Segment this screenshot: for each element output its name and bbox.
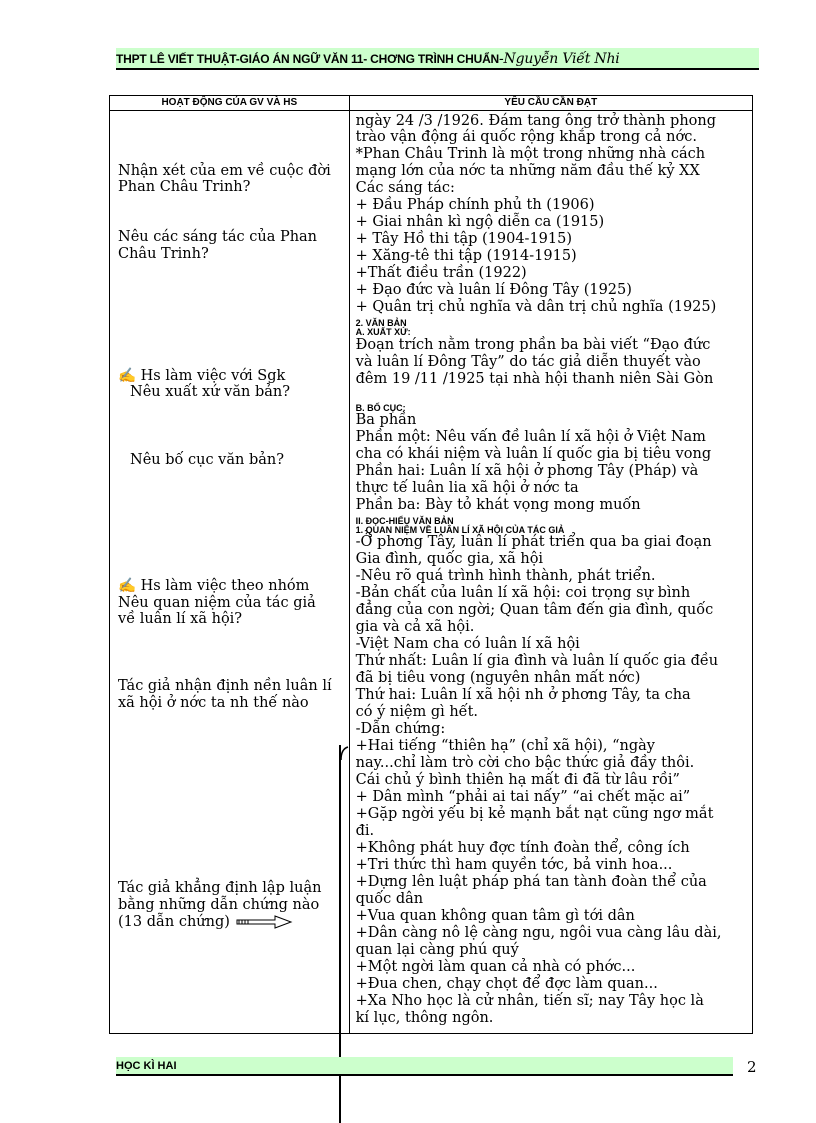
- question-text: Tác giả nhận định nền luân lí: [118, 678, 332, 694]
- content-line: +Không phát huy đợc tính đoàn thể, công ích: [355, 840, 690, 856]
- question-text: bằng những dẫn chứng nào: [118, 897, 320, 913]
- content-line: +Dựng lên luật pháp phá tan tành đoàn thể của: [355, 874, 707, 890]
- content-line: -Việt Nam cha có luân lí xã hội: [355, 636, 580, 652]
- section-heading: 1. QUAN NIỆM VỀ LUÂN LÍ XÃ HỘI CỦA TÁC GIẢ: [355, 525, 565, 535]
- question-text: xã hội ở nớc ta nh thế nào: [118, 695, 309, 711]
- content-line: Thứ hai: Luân lí xã hội nh ở phơng Tây, ta cha: [355, 687, 691, 703]
- content-line: +Đua chen, chạy chọt để đợc làm quan...: [355, 976, 658, 992]
- content-line: + Đạo đức và luân lí Đông Tây (1925): [355, 282, 632, 298]
- content-line: Các sáng tác:: [355, 180, 455, 196]
- question-text: Nêu quan niệm của tác giả: [118, 595, 316, 611]
- content-line: +Dân càng nô lệ càng ngu, ngôi vua càng lâu dài,: [355, 925, 722, 941]
- content-line: +Tri thức thì ham quyền tớc, bả vinh hoa...: [355, 857, 673, 873]
- content-line: + Quân trị chủ nghĩa và dân trị chủ nghĩa (1925): [355, 299, 717, 315]
- content-line: Đoạn trích nằm trong phần ba bài viết “Đạo đức: [355, 337, 711, 353]
- content-line: Phần một: Nêu vấn đề luân lí xã hội ở Việt Nam: [355, 429, 706, 445]
- content-line: ngày 24 /3 /1926. Đám tang ông trở thành phong: [355, 113, 717, 129]
- content-line: đã bị tiêu vong (nguyên nhân mất nớc): [355, 670, 641, 686]
- question-text: Nêu xuất xứ văn bản?: [130, 384, 291, 400]
- footer-label: HỌC KÌ HAI: [116, 1060, 177, 1072]
- content-line: + Giai nhân kì ngộ diễn ca (1915): [355, 214, 605, 230]
- content-line: Phần hai: Luân lí xã hội ở phơng Tây (Pháp) và: [355, 463, 699, 479]
- question-text: Nêu các sáng tác của Phan: [118, 229, 318, 245]
- content-line: nay...chỉ làm trò cời cho bậc thức giả đầy thôi.: [355, 755, 695, 771]
- question-text: Phan Châu Trinh?: [118, 179, 251, 195]
- lesson-table: [109, 95, 753, 1034]
- question-text: [118, 914, 293, 931]
- content-line: Gia đình, quốc gia, xã hội: [355, 551, 544, 567]
- content-line: quốc dân: [355, 891, 424, 907]
- content-line: -Nêu rõ quá trình hình thành, phát triển.: [355, 568, 656, 584]
- section-heading: II. ĐỌC-HIỂU VĂN BẢN: [355, 516, 454, 526]
- content-line: +Vua quan không quan tâm gì tới dân: [355, 908, 635, 924]
- content-line: mạng lớn của nớc ta những năm đầu thế kỷ XX: [355, 163, 700, 179]
- content-line: Thứ nhất: Luân lí gia đình và luân lí quốc gia đều: [355, 653, 719, 669]
- header-title: [116, 51, 620, 67]
- header-school: THPT LÊ VIẾT THUẬT-GIÁO ÁN NGỮ VĂN 11- CHƠNG TRÌNH CHUẨN: [116, 52, 500, 66]
- question-text: Châu Trinh?: [118, 246, 209, 262]
- content-line: +Xa Nho học là cử nhân, tiến sĩ; nay Tây học là: [355, 993, 704, 1009]
- content-line: Ba phần: [355, 412, 417, 428]
- question-text: về luân lí xã hội?: [118, 611, 243, 627]
- content-line: quan lại càng phú quý: [355, 942, 519, 958]
- question-text: Nhận xét của em về cuộc đời: [118, 163, 331, 179]
- content-line: đi.: [355, 823, 375, 839]
- content-line: *Phan Châu Trinh là một trong những nhà cách: [355, 146, 706, 162]
- content-line: trào vận động ái quốc rộng khắp trong cả nớc.: [355, 129, 697, 145]
- content-line: đêm 19 /11 /1925 tại nhà hội thanh niên Sài Gòn: [355, 371, 714, 387]
- content-line: đẳng của con ngời; Quan tâm đến gia đình, quốc: [355, 602, 714, 618]
- content-line: Cái chủ ý bình thiên hạ mất đi đã từ lâu rồi”: [355, 772, 680, 788]
- content-line: Phần ba: Bày tỏ khát vọng mong muốn: [355, 497, 641, 513]
- section-heading: 2. VĂN BẢN: [355, 318, 407, 328]
- section-heading: B. BỐ CỤC:: [355, 403, 406, 413]
- question-text: ✍ Hs làm việc với Sgk: [118, 368, 286, 384]
- page-footer: [116, 1057, 733, 1076]
- question-text-span: (13 dẫn chứng): [118, 914, 230, 930]
- content-line: + Tây Hồ thi tập (1904-1915): [355, 231, 573, 247]
- content-line: + Dân mình “phải ai tai nấy” “ai chết mặc ai”: [355, 789, 691, 805]
- content-line: kí lục, thông ngôn.: [355, 1010, 494, 1026]
- content-line: thực tế luân lia xã hội ở nớc ta: [355, 480, 579, 496]
- page-number: 2: [747, 1058, 757, 1076]
- page-header: [116, 48, 759, 70]
- activities-column: [110, 111, 350, 1034]
- content-line: -Bản chất của luân lí xã hội: coi trọng sự bình: [355, 585, 691, 601]
- content-line: và luân lí Đông Tây” do tác giả diễn thuyết vào: [355, 354, 701, 370]
- header-author: -Nguyễn Viết Nhi: [499, 51, 620, 67]
- content-line: -Dẫn chứng:: [355, 721, 446, 737]
- col1-header: HOẠT ĐỘNG CỦA GV VÀ HS: [110, 96, 350, 111]
- requirements-column: [349, 111, 752, 1034]
- right-arrow-icon: [235, 915, 293, 929]
- content-line: + Xăng-tê thi tập (1914-1915): [355, 248, 577, 264]
- content-line: +Một ngời làm quan cả nhà có phớc...: [355, 959, 636, 975]
- question-text: ✍ Hs làm việc theo nhóm: [118, 578, 310, 594]
- section-heading: A. XUẤT XỨ:: [355, 327, 411, 337]
- content-line: có ý niệm gì hết.: [355, 704, 479, 720]
- content-line: +Thất điều trần (1922): [355, 265, 527, 281]
- col2-header: YÊU CẦU CẦN ĐẠT: [349, 96, 752, 111]
- content-line: -Ở phơng Tây, luân lí phát triển qua ba giai đoạn: [355, 534, 712, 550]
- question-text: Nêu bố cục văn bản?: [130, 452, 284, 468]
- content-line: gia và cả xã hội.: [355, 619, 475, 635]
- content-line: cha có khái niệm và luân lí quốc gia bị tiêu vong: [355, 446, 712, 462]
- question-text: Tác giả khẳng định lập luận: [118, 880, 322, 896]
- content-line: +Gặp ngời yếu bị kẻ mạnh bắt nạt cũng ngơ mắt: [355, 806, 714, 822]
- content-line: + Đầu Pháp chính phủ th (1906): [355, 197, 595, 213]
- content-line: +Hai tiếng “thiên hạ” (chỉ xã hội), “ngày: [355, 738, 655, 754]
